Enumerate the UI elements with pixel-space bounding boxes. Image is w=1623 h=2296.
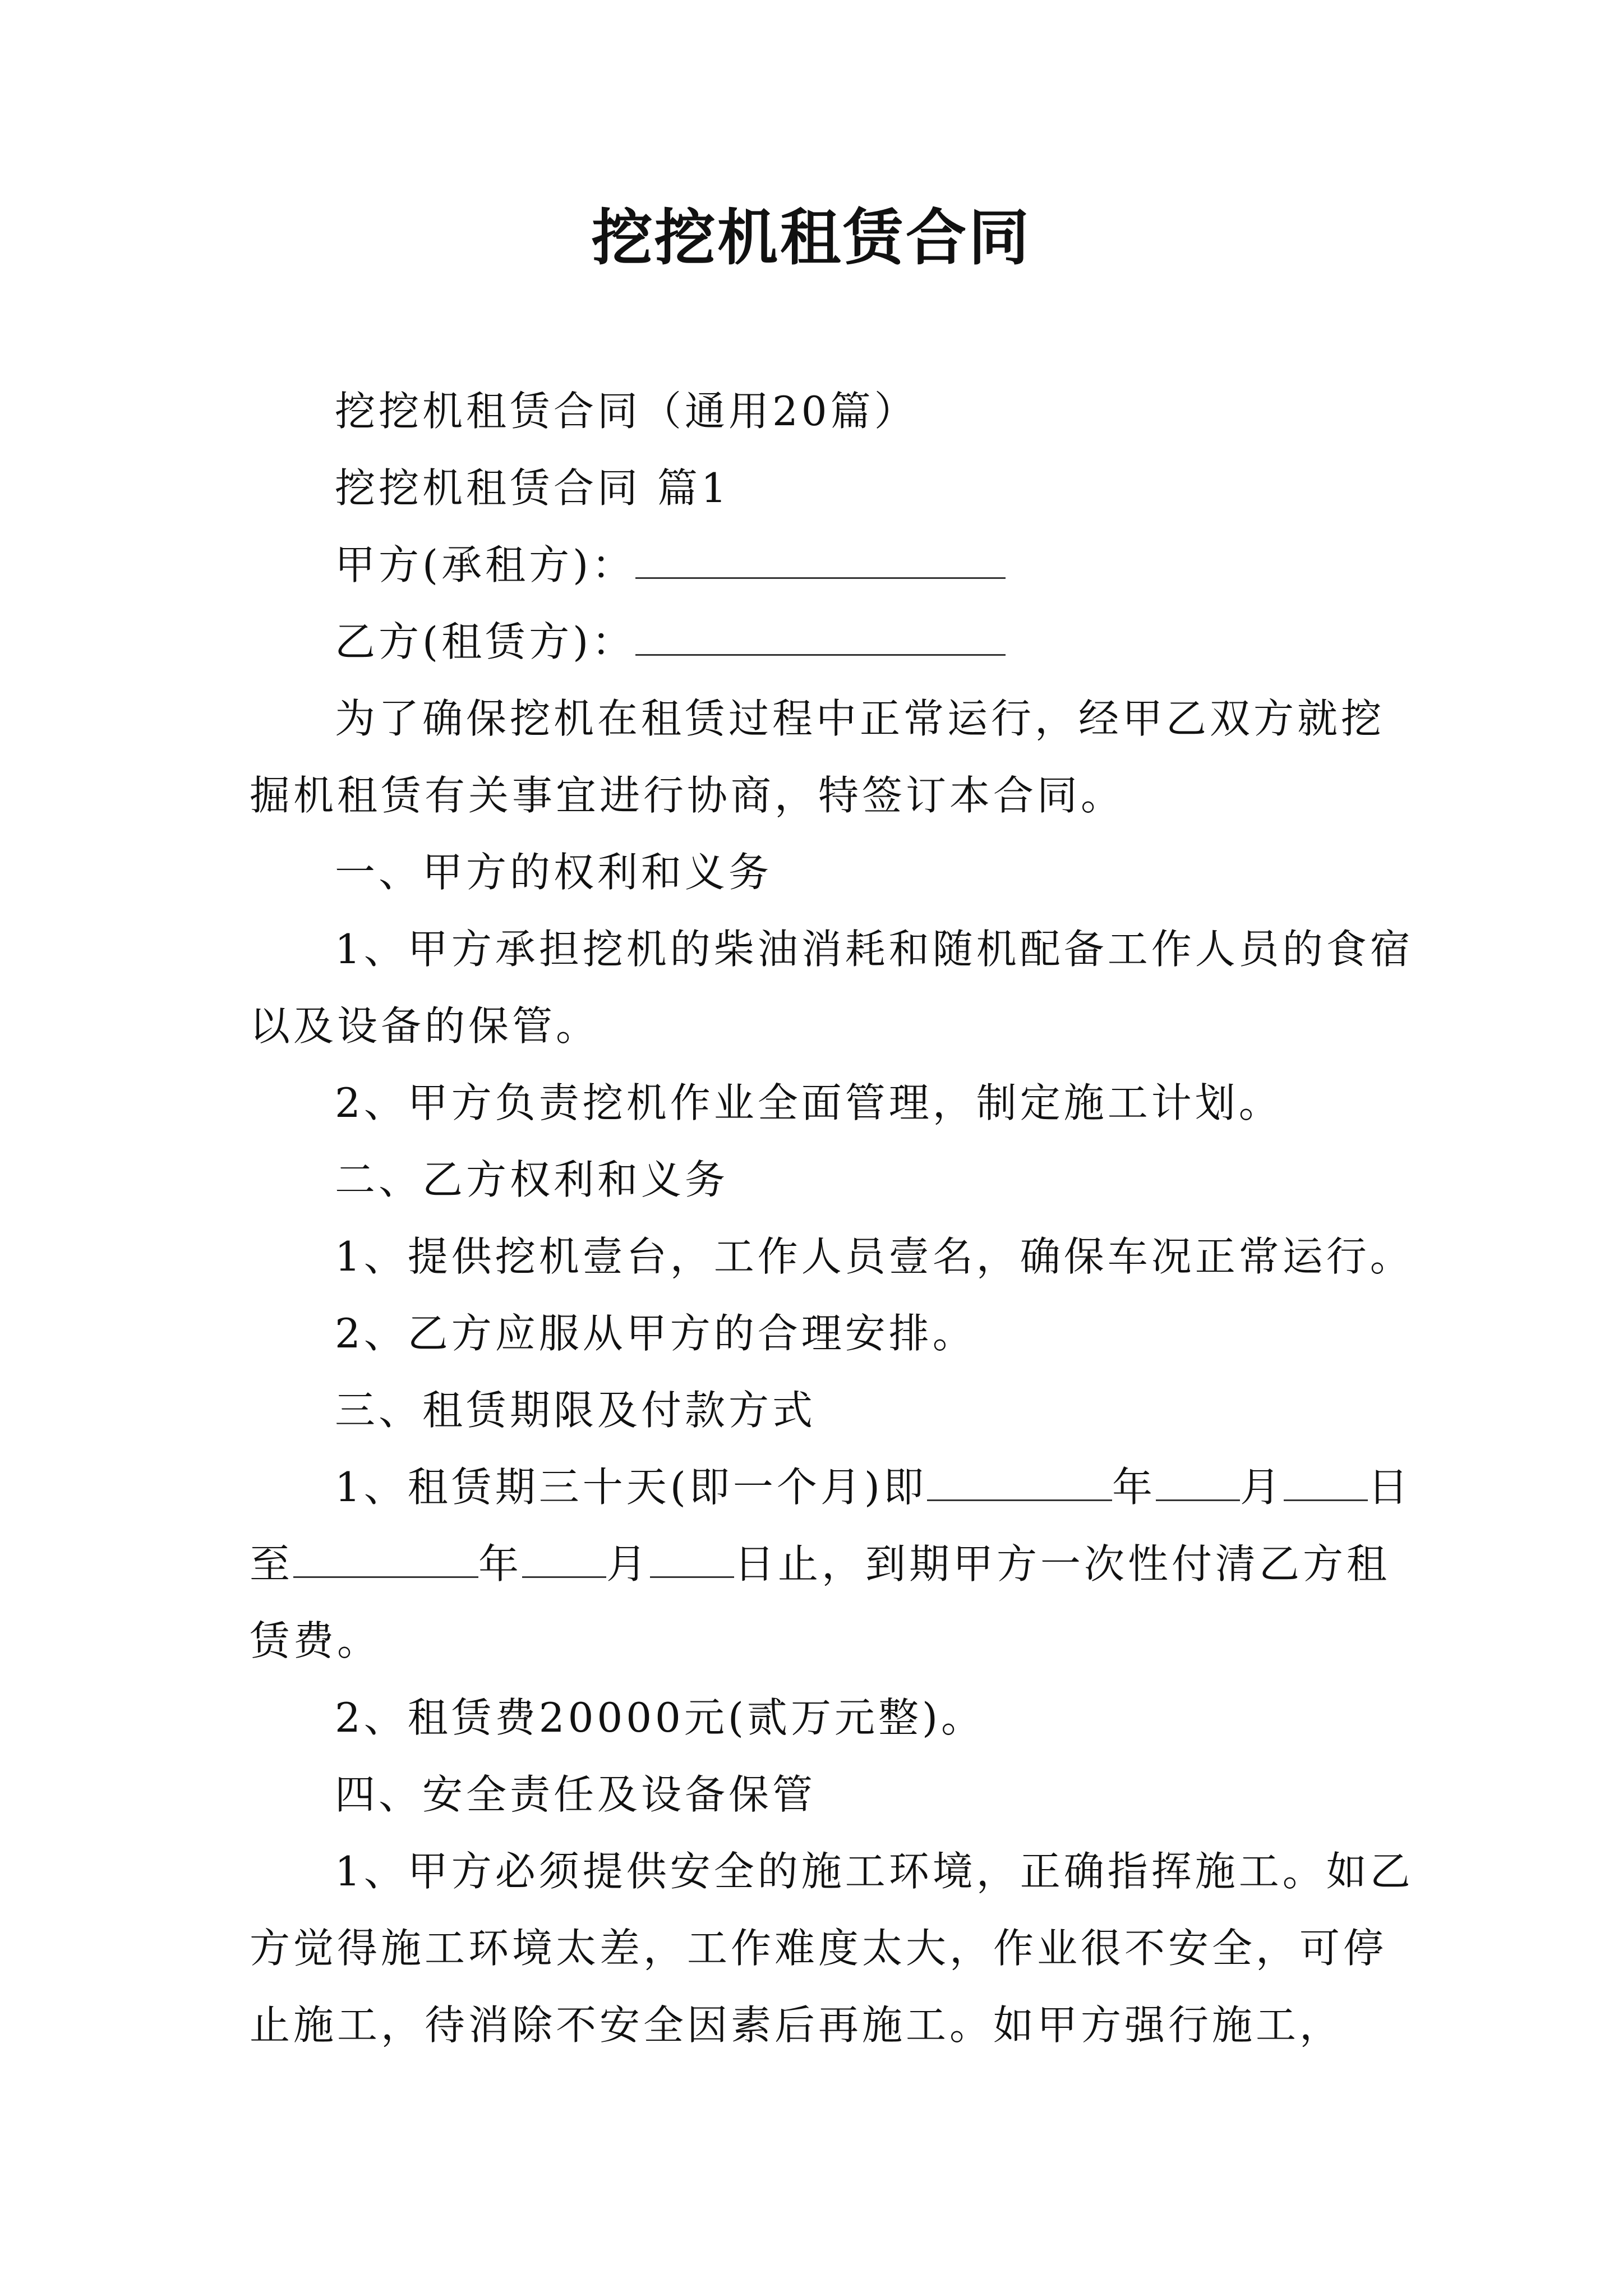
start-month-label: 月 bbox=[1240, 1464, 1284, 1511]
heading-1-item-2: 2、甲方负责挖机作业全面管理，制定施工计划。 bbox=[335, 1079, 1283, 1126]
end-day-blank bbox=[650, 1540, 734, 1578]
end-month-blank bbox=[522, 1540, 606, 1578]
lease-end-text: 日止，到期甲方一次性付清乙方租赁费。 bbox=[250, 1540, 1391, 1664]
end-year-label: 年 bbox=[478, 1540, 523, 1588]
start-year-label: 年 bbox=[1112, 1464, 1156, 1511]
heading-4: 四、安全责任及设备保管 bbox=[335, 1771, 817, 1818]
heading-1: 一、甲方的权利和义务 bbox=[335, 849, 773, 896]
party-a-line bbox=[250, 527, 1416, 604]
end-year-blank bbox=[293, 1540, 478, 1578]
heading-1-item-1: 1、甲方承担挖机的柴油消耗和随机配备工作人员的食宿以及设备的保管。 bbox=[250, 926, 1414, 1050]
party-b-label: 乙方(租赁方)： bbox=[335, 618, 636, 665]
party-a-blank bbox=[635, 541, 1006, 579]
document-title: 挖挖机租赁合同 bbox=[591, 203, 1031, 273]
subtitle: 挖挖机租赁合同（通用20篇） bbox=[335, 388, 918, 435]
heading-2: 二、乙方权利和义务 bbox=[335, 1156, 729, 1203]
day-to-label: 日至 bbox=[250, 1464, 1412, 1588]
start-year-blank bbox=[927, 1463, 1112, 1501]
heading-3-item-2: 2、租赁费20000元(贰万元整)。 bbox=[335, 1694, 985, 1741]
party-b-line bbox=[250, 604, 1416, 680]
party-b-blank bbox=[635, 618, 1006, 656]
section-heading: 挖挖机租赁合同 篇1 bbox=[335, 464, 730, 512]
start-day-blank bbox=[1284, 1463, 1368, 1501]
intro-paragraph: 为了确保挖机在租赁过程中正常运行，经甲乙双方就挖掘机租赁有关事宜进行协商，特签订本合同。 bbox=[250, 695, 1385, 819]
heading-3: 三、租赁期限及付款方式 bbox=[335, 1387, 817, 1434]
party-a-label: 甲方(承租方)： bbox=[335, 541, 636, 588]
heading-2-item-2: 2、乙方应服从甲方的合理安排。 bbox=[335, 1310, 976, 1357]
heading-4-item-1: 1、甲方必须提供安全的施工环境，正确指挥施工。如乙方觉得施工环境太差，工作难度太大，作业很不安全，可停止施工，待消除不安全因素后再施工。如甲方强行施工， bbox=[250, 1848, 1414, 2049]
heading-3-item-1 bbox=[250, 1449, 1416, 1680]
end-month-label: 月 bbox=[606, 1540, 651, 1588]
document-body bbox=[250, 373, 1416, 2064]
lease-period-text: 1、租赁期三十天(即一个月)即 bbox=[335, 1464, 927, 1511]
start-month-blank bbox=[1156, 1463, 1240, 1501]
heading-2-item-1: 1、提供挖机壹台，工作人员壹名，确保车况正常运行。 bbox=[335, 1233, 1414, 1280]
